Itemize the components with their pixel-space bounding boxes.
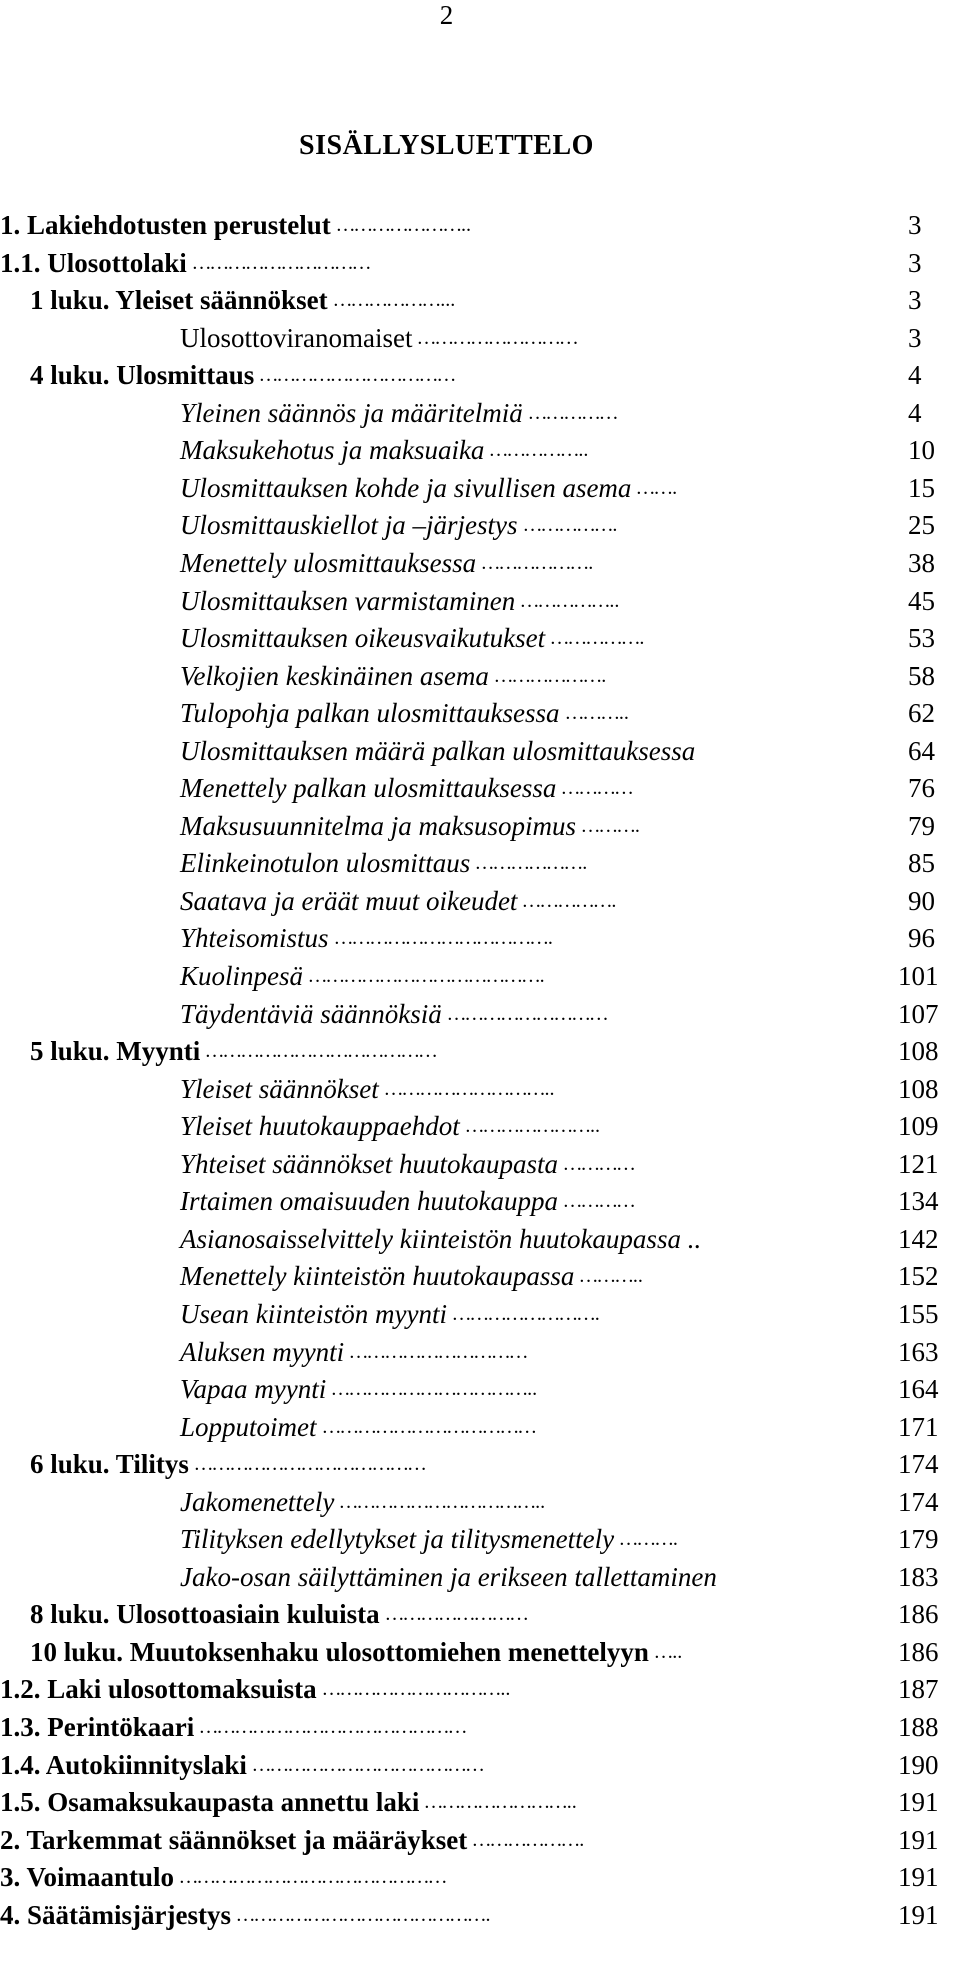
toc-entry-page-number: 3	[908, 285, 922, 316]
toc-entry-leader-dots: …………………..	[337, 214, 472, 236]
toc-entry-leader-dots: ………………………………….	[309, 965, 546, 987]
toc-entry	[0, 1637, 960, 1673]
toc-entry-leader-dots: …………	[562, 777, 634, 800]
toc-entry-label: 6 luku. Tilitys	[30, 1449, 189, 1480]
toc-entry-page-number: 188	[898, 1712, 939, 1742]
toc-entry	[0, 1900, 960, 1936]
toc-entry-page-number: 62	[908, 698, 935, 729]
toc-entry-label: Maksusuunnitelma ja maksusopimus	[180, 810, 576, 841]
toc-entry-page-number: 45	[908, 585, 935, 616]
toc-entry	[0, 773, 960, 809]
toc-entry-label: 1.4. Autokiinnityslaki	[0, 1749, 247, 1780]
toc-entry-leader-dots: …………………………………	[206, 1040, 438, 1063]
toc-entry-leader-dots: …………………………………	[253, 1753, 485, 1776]
toc-entry	[0, 1524, 960, 1560]
toc-entry-leader-dots: ……….	[620, 1528, 679, 1551]
toc-entry-page-number: 64	[908, 735, 935, 766]
toc-entry-page-number: 191	[898, 1824, 939, 1855]
toc-entry-label: Täydentäviä säännöksiä	[180, 998, 442, 1029]
toc-entry-leader-dots: ………………………………………	[200, 1716, 467, 1738]
toc-entry-label: Ulosottoviranomaiset	[180, 322, 413, 353]
toc-entry-page-number: 121	[898, 1148, 939, 1179]
toc-entry-leader-dots: ……………………..	[425, 1791, 578, 1814]
toc-entry-label: Ulosmittauksen varmistaminen	[180, 585, 516, 616]
toc-entry	[0, 886, 960, 922]
toc-entry-page-number: 79	[908, 810, 935, 841]
toc-entry-page-number: 190	[898, 1749, 939, 1780]
toc-entry	[0, 1111, 960, 1147]
toc-entry-page-number: 3	[908, 322, 922, 353]
toc-entry	[0, 1224, 960, 1260]
toc-entry-leader-dots: …………………….	[453, 1302, 601, 1325]
toc-entry-label: Irtaimen omaisuuden huutokauppa	[180, 1186, 558, 1217]
toc-entry-label: 10 luku. Muutoksenhaku ulosottomiehen menettelyyn	[30, 1636, 649, 1667]
toc-entry	[0, 1036, 960, 1072]
toc-entry-page-number: 191	[898, 1787, 939, 1818]
toc-entry	[0, 1261, 960, 1297]
toc-entry-page-number: 85	[908, 848, 935, 879]
toc-entry-label: 1.1. Ulosottolaki	[0, 247, 187, 278]
toc-entry	[0, 1712, 960, 1748]
toc-entry-page-number: 3	[908, 247, 922, 278]
toc-entry-page-number: 10	[908, 435, 935, 466]
toc-entry-label: 1. Lakiehdotusten perustelut	[0, 210, 331, 240]
toc-entry	[0, 661, 960, 697]
toc-entry-label: 1.5. Osamaksukaupasta annettu laki	[0, 1787, 420, 1818]
toc-entry-page-number: 163	[898, 1336, 939, 1367]
toc-entry-page-number: 15	[908, 472, 935, 503]
toc-entry-leader-dots: …………………………	[193, 251, 371, 274]
toc-entry-leader-dots: …………………………..	[323, 1678, 511, 1701]
toc-entry-label: Tilityksen edellytykset ja tilitysmenettely	[180, 1524, 615, 1555]
toc-entry	[0, 1787, 960, 1823]
toc-entry	[0, 435, 960, 471]
toc-entry-page-number: 109	[898, 1111, 939, 1142]
toc-entry-leader-dots: ……………………	[386, 1603, 529, 1626]
toc-entry-label: Menettely ulosmittauksessa	[180, 547, 477, 578]
toc-entry-page-number: 187	[898, 1674, 939, 1705]
toc-entry-label: Usean kiinteistön myynti	[180, 1298, 447, 1329]
toc-entry-leader-dots: ……………………………….	[335, 927, 554, 950]
toc-entry-leader-dots: ………………………………………	[180, 1866, 447, 1889]
toc-entry-leader-dots: …..	[655, 1640, 683, 1663]
toc-entry	[0, 473, 960, 509]
toc-entry	[0, 811, 960, 847]
toc-entry-page-number: 4	[908, 397, 922, 428]
toc-entry-page-number: 174	[898, 1449, 939, 1480]
toc-entry-leader-dots: ……………………………..	[340, 1490, 546, 1513]
toc-entry	[0, 999, 960, 1035]
toc-entry-label: Yhteiset säännökset huutokaupasta	[180, 1148, 558, 1179]
toc-entry-page-number: 108	[898, 1036, 939, 1067]
toc-entry	[0, 923, 960, 959]
toc-entry-page-number: 152	[898, 1261, 939, 1292]
toc-entry-leader-dots: ……………..	[490, 439, 589, 462]
toc-entry-leader-dots: …………	[564, 1152, 636, 1175]
toc-entry-leader-dots: ……………………………..	[332, 1378, 538, 1401]
toc-entry-label: Elinkeinotulon ulosmittaus	[180, 848, 471, 879]
toc-entry-leader-dots: ………………………..	[385, 1077, 556, 1100]
page-title: SISÄLLYSLUETTELO	[299, 130, 594, 161]
toc-entry	[0, 323, 960, 359]
toc-entry-leader-dots: ……………	[529, 401, 618, 424]
toc-entry-label: Menettely kiinteistön huutokaupassa	[180, 1261, 575, 1292]
toc-entry-leader-dots: …………………..	[466, 1115, 601, 1138]
toc-entry-label: Yleiset säännökset	[180, 1073, 379, 1104]
toc-entry-label: Yleinen säännös ja määritelmiä	[180, 397, 523, 428]
toc-entry	[0, 210, 960, 246]
toc-entry-page-number: 101	[898, 961, 939, 991]
page-number: 2	[439, 0, 454, 30]
toc-entry-leader-dots: …………….	[523, 889, 617, 912]
toc-entry-label: 8 luku. Ulosottoasiain kuluista	[30, 1599, 380, 1630]
toc-entry	[0, 736, 960, 772]
toc-entry-leader-dots: ……………….	[495, 664, 607, 687]
toc-entry-page-number: 4	[908, 360, 922, 391]
toc-entry-leader-dots: ……………….	[476, 852, 588, 875]
toc-entry	[0, 248, 960, 284]
toc-entry-page-number: 96	[908, 923, 935, 954]
toc-entry	[0, 698, 960, 734]
toc-entry-leader-dots: …………………………………	[195, 1453, 427, 1476]
toc-entry-page-number: 186	[898, 1636, 939, 1667]
toc-entry	[0, 623, 960, 659]
toc-entry	[0, 1449, 960, 1485]
toc-entry-page-number: 107	[898, 998, 939, 1029]
toc-entry-label: Vapaa myynti	[180, 1374, 327, 1405]
toc-entry-page-number: 174	[898, 1486, 939, 1517]
toc-entry	[0, 1674, 960, 1710]
toc-entry-label: 4. Säätämisjärjestys	[0, 1899, 231, 1930]
toc-entry-label: Yleiset huutokauppaehdot	[180, 1111, 460, 1142]
toc-entry-leader-dots: ……………..	[521, 589, 620, 612]
toc-entry-leader-dots: …….	[637, 476, 678, 499]
toc-entry-label: Ulosmittauksen määrä palkan ulosmittauksessa	[180, 735, 696, 766]
toc-entry-label: Tulopohja palkan ulosmittauksessa	[180, 698, 560, 729]
toc-entry-leader-dots: …………………………………….	[237, 1903, 491, 1926]
toc-entry	[0, 1299, 960, 1335]
toc-entry-label: Jakomenettely	[180, 1486, 335, 1517]
toc-entry-page-number: 186	[898, 1599, 939, 1630]
toc-entry	[0, 1599, 960, 1635]
toc-entry-page-number: 191	[898, 1899, 939, 1930]
toc-entry-page-number: 90	[908, 885, 935, 916]
toc-entry-page-number: 155	[898, 1298, 939, 1329]
toc-entry	[0, 848, 960, 884]
toc-entry	[0, 1750, 960, 1786]
toc-entry-page-number: 134	[898, 1186, 939, 1217]
toc-entry-page-number: 38	[908, 547, 935, 578]
toc-entry-page-number: 142	[898, 1223, 939, 1254]
toc-entry-page-number: 191	[898, 1862, 939, 1893]
toc-entry	[0, 360, 960, 396]
toc-entry-leader-dots: ………………...	[334, 289, 456, 312]
toc-entry-leader-dots: ………………………	[418, 326, 579, 349]
toc-entry-leader-dots: ………..	[580, 1265, 644, 1288]
toc-entry-label: Velkojien keskinäinen asema	[180, 660, 489, 691]
toc-entry-label: Saatava ja eräät muut oikeudet	[180, 885, 518, 916]
toc-entry-page-number: 179	[898, 1524, 939, 1555]
toc-entry-leader-dots: …………….	[551, 627, 645, 650]
toc-entry-label: 1.3. Perintökaari	[0, 1712, 195, 1742]
toc-entry	[0, 285, 960, 321]
toc-entry-label: Ulosmittauksen oikeusvaikutukset	[180, 623, 546, 654]
toc-entry	[0, 1412, 960, 1448]
toc-entry	[0, 586, 960, 622]
toc-entry	[0, 1337, 960, 1373]
toc-entry-leader-dots: …………….	[524, 514, 618, 537]
toc-entry	[0, 398, 960, 434]
toc-entry-leader-dots: ……….	[582, 814, 641, 837]
toc-entry	[0, 1562, 960, 1598]
toc-entry-label: Ulosmittauskiellot ja –järjestys	[180, 510, 518, 541]
toc-entry-label: 3. Voimaantulo	[0, 1862, 175, 1893]
toc-entry-page-number: 164	[898, 1374, 939, 1405]
toc-entry-label: 1 luku. Yleiset säännökset	[30, 285, 328, 316]
toc-entry-page-number: 108	[898, 1073, 939, 1104]
toc-entry	[0, 1374, 960, 1410]
toc-entry-label: Aluksen myynti	[180, 1336, 345, 1367]
toc-entry-label: 2. Tarkemmat säännökset ja määräykset	[0, 1824, 468, 1855]
toc-entry-leader-dots: ……………….	[473, 1828, 585, 1851]
toc-entry	[0, 1186, 960, 1222]
toc-entry-leader-dots: …………	[564, 1190, 636, 1213]
toc-entry-page-number: 53	[908, 623, 935, 654]
toc-entry-label: Asianosaisselvittely kiinteistön huutokaupassa ..	[180, 1223, 702, 1254]
toc-entry-page-number: 58	[908, 660, 935, 691]
toc-entry-label: Jako-osan säilyttäminen ja erikseen tallettaminen	[180, 1561, 717, 1592]
toc-entry-label: Lopputoimet	[180, 1411, 317, 1442]
toc-entry	[0, 1487, 960, 1523]
toc-entry	[0, 1074, 960, 1110]
toc-entry	[0, 1862, 960, 1898]
toc-entry	[0, 961, 960, 997]
toc-entry	[0, 1825, 960, 1861]
toc-entry-leader-dots: ……………………………	[260, 364, 456, 387]
toc-entry	[0, 1149, 960, 1185]
toc-entry-label: Yhteisomistus	[180, 923, 329, 954]
toc-entry-page-number: 3	[908, 210, 922, 240]
toc-entry-label: Ulosmittauksen kohde ja sivullisen asema	[180, 472, 632, 503]
toc-entry-label: 1.2. Laki ulosottomaksuista	[0, 1674, 317, 1705]
toc-entry-label: Maksukehotus ja maksuaika	[180, 435, 485, 466]
toc-entry-page-number: 25	[908, 510, 935, 541]
toc-entry-label: 5 luku. Myynti	[30, 1036, 201, 1067]
toc-entry-leader-dots: ………………………	[448, 1002, 609, 1025]
toc-entry-page-number: 76	[908, 773, 935, 804]
toc-entry-leader-dots: ………..	[566, 702, 630, 725]
toc-entry-label: Menettely palkan ulosmittauksessa	[180, 773, 557, 804]
toc-entry-label: 4 luku. Ulosmittaus	[30, 360, 255, 391]
toc-entry-page-number: 183	[898, 1561, 939, 1592]
toc-entry-page-number: 171	[898, 1411, 939, 1442]
toc-entry-leader-dots: ……………….	[482, 551, 594, 574]
toc-entry	[0, 548, 960, 584]
toc-entry-leader-dots: ………………………………	[323, 1415, 537, 1438]
toc-entry-label: Kuolinpesä	[180, 961, 304, 991]
toc-entry-leader-dots: …………………………	[350, 1340, 528, 1363]
toc-entry	[0, 510, 960, 546]
